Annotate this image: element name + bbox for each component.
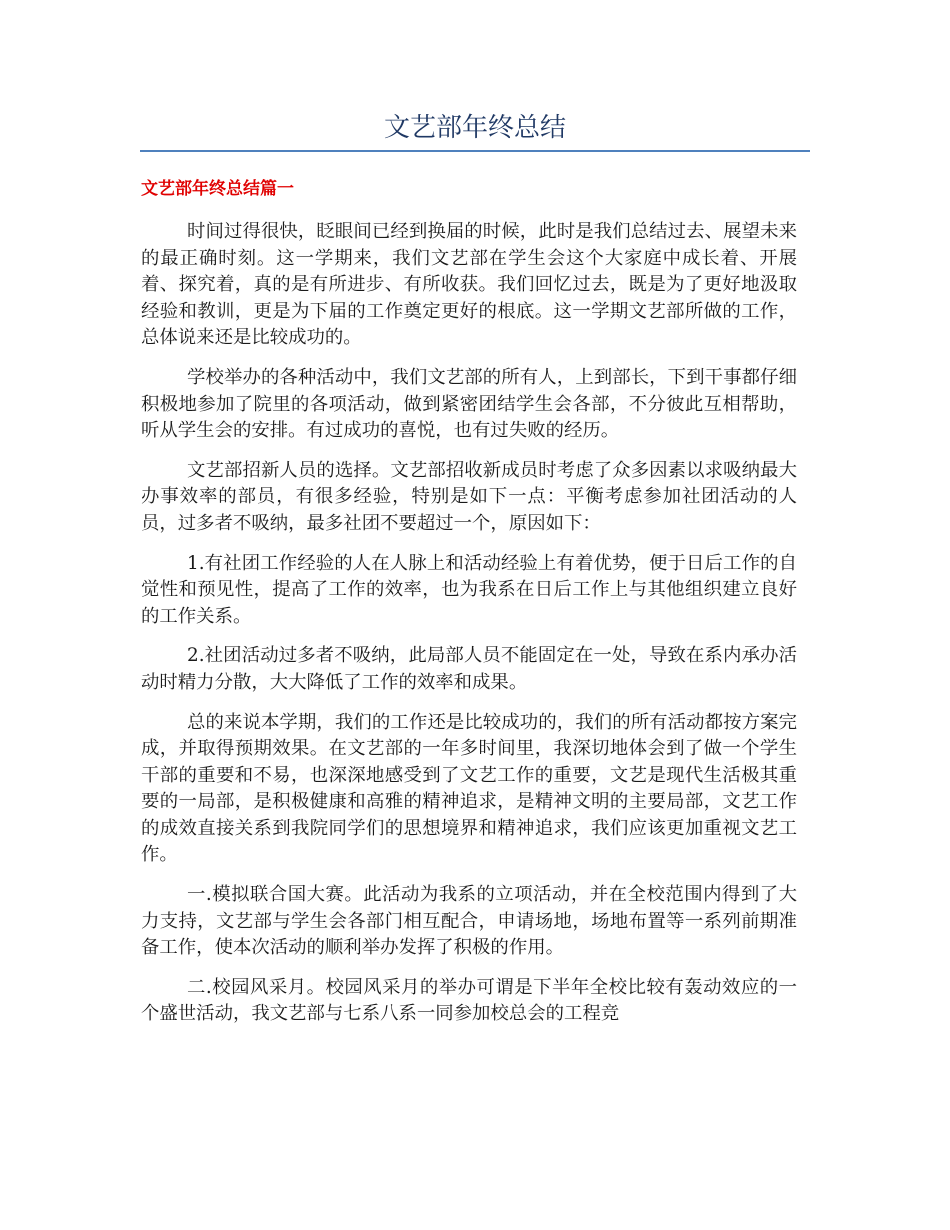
paragraph: 文艺部招新人员的选择。文艺部招收新成员时考虑了众多因素以求吸纳最大办事效率的部员，有很多经验，特别是如下一点：平衡考虑参加社团活动的人员，过多者不吸纳，最多社团不要超过一个，原因如下： <box>141 459 797 534</box>
paragraph: 1.有社团工作经验的人在人脉上和活动经验上有着优势，便于日后工作的自觉性和预见性，提高了工作的效率，也为我系在日后工作上与其他组织建立良好的工作关系。 <box>141 552 797 627</box>
document-body <box>141 219 797 1041</box>
title-divider <box>140 150 810 152</box>
paragraph: 一.模拟联合国大赛。此活动为我系的立项活动，并在全校范围内得到了大力支持，文艺部与学生会各部门相互配合，申请场地，场地布置等一系列前期准备工作，使本次活动的顺利举办发挥了积极的作用。 <box>141 884 797 959</box>
section-heading: 文艺部年终总结篇一 <box>141 179 294 199</box>
paragraph: 学校举办的各种活动中，我们文艺部的所有人，上到部长，下到干事都仔细积极地参加了院里的各项活动，做到紧密团结学生会各部，不分彼此互相帮助，听从学生会的安排。有过成功的喜悦，也有过失败的经历。 <box>141 366 797 442</box>
document-title: 文艺部年终总结 <box>383 113 566 143</box>
paragraph: 总的来说本学期，我们的工作还是比较成功的，我们的所有活动都按方案完成，并取得预期效果。在文艺部的一年多时间里，我深切地体会到了做一个学生干部的重要和不易，也深深地感受到了文艺工作的重要，文艺是现代生活极其重要的一局部，是积极健康和高雅的精神追求，是精神文明的主要局部，文艺工作的成效直接关系到我院同学们的思想境界和精神追求，我们应该更加重视文艺工作。 <box>141 711 797 866</box>
paragraph: 二.校园风采月。校园风采月的举办可谓是下半年全校比较有轰动效应的一个盛世活动，我文艺部与七系八系一同参加校总会的工程竞 <box>141 976 797 1025</box>
paragraph: 2.社团活动过多者不吸纳，此局部人员不能固定在一处，导致在系内承办活动时精力分散，大大降低了工作的效率和成果。 <box>141 645 797 693</box>
paragraph: 时间过得很快，眨眼间已经到换届的时候，此时是我们总结过去、展望未来的最正确时刻。这一学期来，我们文艺部在学生会这个大家庭中成长着、开展着、探究着，真的是有所进步、有所收获。我们回忆过去，既是为了更好地汲取经验和教训，更是为下届的工作奠定更好的根底。这一学期文艺部所做的工作，总体说来还是比较成功的。 <box>141 221 797 349</box>
